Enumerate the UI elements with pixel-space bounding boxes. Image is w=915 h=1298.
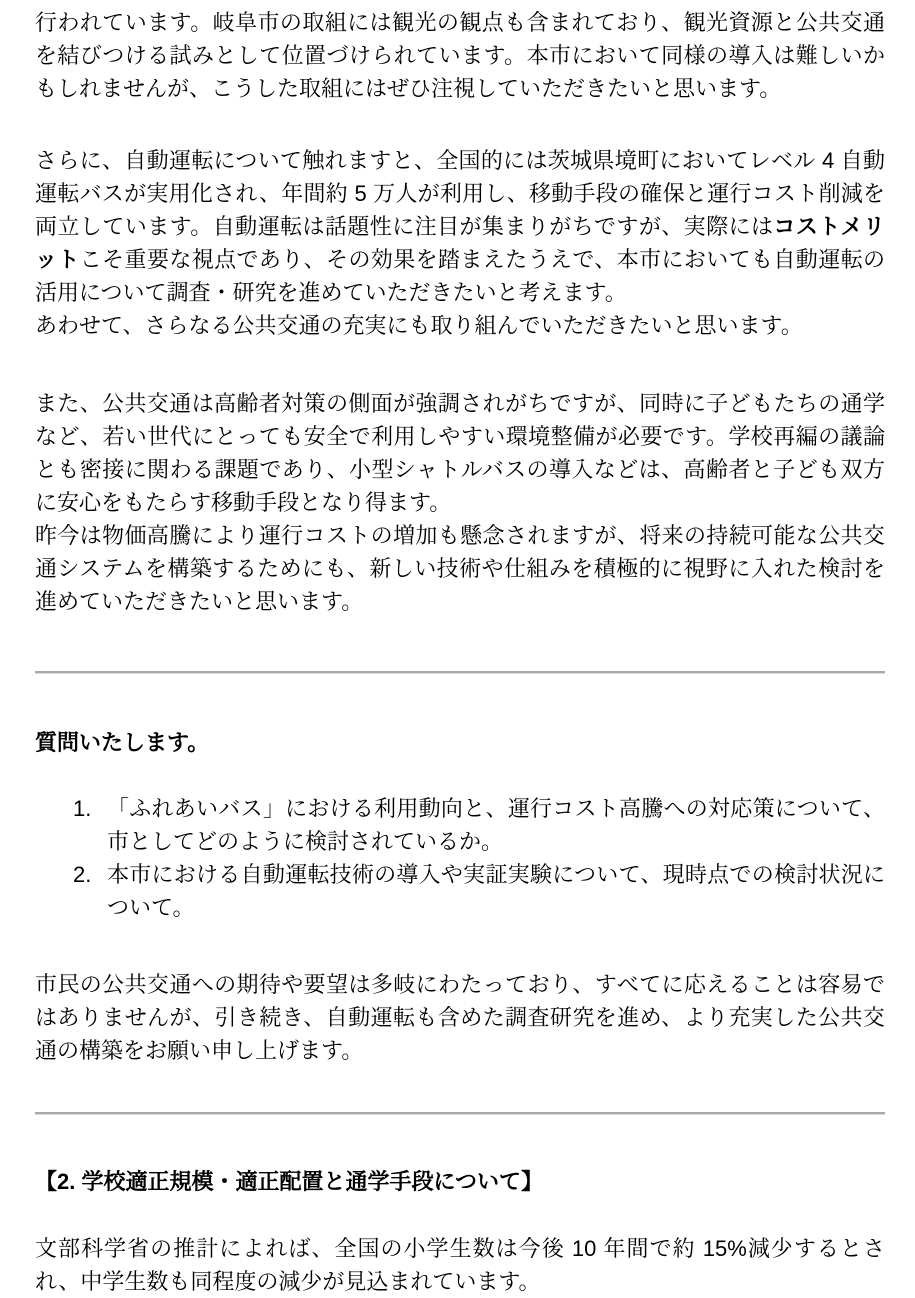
paragraph-children-commuting bbox=[35, 387, 885, 618]
paragraph-closing-request: 市民の公共交通への期待や要望は多岐にわたっており、すべてに応えることは容易ではありませんが、引き続き、自動運転も含めた調査研究を進め、より充実した公共交通の構築をお願い申し上げます。 bbox=[35, 972, 885, 1063]
paragraph-children-commuting-line2: 昨今は物価高騰により運行コストの増加も懸念されますが、将来の持続可能な公共交通システムを構築するためにも、新しい技術や仕組みを積極的に視野に入れた検討を進めていただきたいと思います。 bbox=[35, 523, 885, 614]
paragraph-autonomous-driving-rest: こそ重要な視点であり、その効果を踏まえたうえで、本市においても自動運転の活用について調査・研究を進めていただきたいと考えます。 bbox=[35, 247, 885, 305]
section2-heading: 【2. 学校適正規模・適正配置と通学手段について】 bbox=[35, 1169, 544, 1194]
question-2-number: 2. bbox=[73, 862, 92, 887]
paragraph-autonomous-driving bbox=[35, 144, 885, 342]
question-1-text: 「ふれあいバス」における利用動向と、運行コスト高騰への対応策について、市としてどのように検討されているか。 bbox=[107, 796, 885, 854]
section-divider bbox=[35, 671, 885, 674]
list-item bbox=[35, 858, 885, 924]
cost-merit-bold-text: コストメリット bbox=[35, 214, 885, 272]
question-list bbox=[35, 792, 885, 924]
list-item bbox=[35, 792, 885, 858]
section-divider bbox=[35, 1112, 885, 1115]
paragraph-gifu-tourism-transit: 行われています。岐阜市の取組には観光の観点も含まれており、観光資源と公共交通を結びつける試みとして位置づけられています。本市において同様の導入は難しいかもしれませんが、こうした取組にはぜひ注視していただきたいと思います。 bbox=[35, 10, 885, 101]
paragraph-children-commuting-line1: また、公共交通は高齢者対策の側面が強調されがちですが、同時に子どもたちの通学など、若い世代にとっても安全で利用しやすい環境整備が必要です。学校再編の議論とも密接に関わる課題であり、小型シャトルバスの導入などは、高齢者と子ども双方に安心をもたらす移動手段となり得ます。 bbox=[35, 391, 885, 515]
paragraph-mext-estimate: 文部科学省の推計によれば、全国の小学生数は今後 10 年間で約 15%減少するとされ、中学生数も同程度の減少が見込まれています。 bbox=[35, 1236, 885, 1294]
paragraph-autonomous-driving-lead: さらに、自動運転について触れますと、全国的には茨城県境町においてレベル 4 自動運転バスが実用化され、年間約 5 万人が利用し、移動手段の確保と運行コスト削減を両立しています。自動運転は話題性に注目が集まりがちですが、実際には bbox=[35, 148, 885, 239]
question-1-number: 1. bbox=[73, 796, 92, 821]
paragraph-autonomous-driving-closing-line: あわせて、さらなる公共交通の充実にも取り組んでいただきたいと思います。 bbox=[35, 313, 803, 338]
question-2-text: 本市における自動運転技術の導入や実証実験について、現時点での検討状況について。 bbox=[107, 862, 885, 920]
question-section-heading: 質問いたします。 bbox=[35, 730, 210, 755]
